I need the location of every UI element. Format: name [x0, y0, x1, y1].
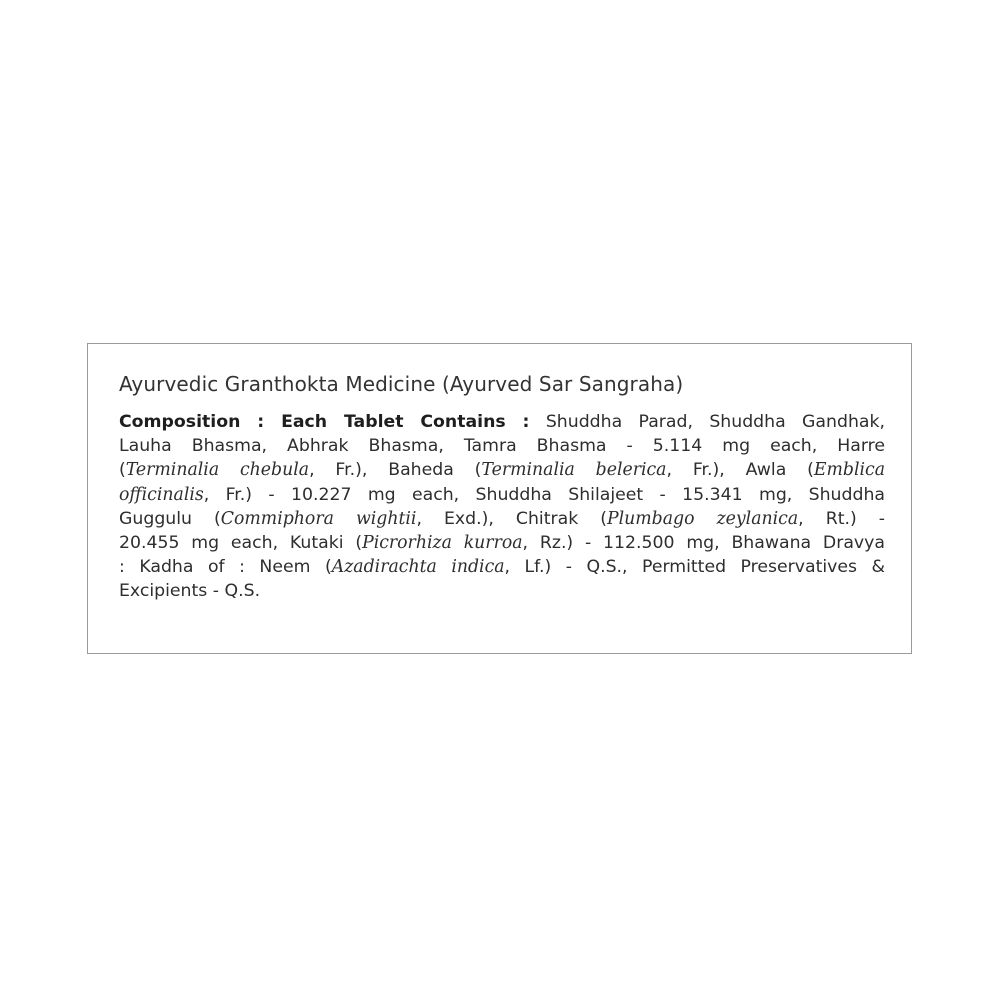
composition-segment: , Rz.) - 112.500 mg, Bhawana Dravya [522, 533, 885, 554]
composition-segment: Lauha Bhasma, Abhrak Bhasma, Tamra Bhasma - 5.114 mg each, Harre [119, 436, 885, 457]
composition-segment: Shuddha Parad, Shuddha Gandhak, [529, 412, 885, 432]
composition-segment: , Fr.) - 10.227 mg each, Shuddha Shilajeet - 15.341 mg, Shuddha [203, 484, 885, 505]
composition-segment: , Exd.), Chitrak ( [416, 508, 608, 529]
composition-title: Composition : Each Tablet Contains : [119, 412, 530, 432]
composition-line [119, 531, 885, 555]
composition-line [119, 507, 885, 531]
composition-segment: : Kadha of : Neem ( [119, 557, 332, 578]
composition-segment: , Lf.) - Q.S., Permitted Preservatives & [504, 557, 885, 578]
composition-line [119, 555, 885, 579]
composition-line [119, 579, 885, 603]
botanical-name: officinalis [119, 484, 204, 505]
composition-segment: 20.455 mg each, Kutaki ( [119, 533, 363, 554]
botanical-name: Plumbago zeylanica [607, 508, 799, 529]
composition-segment: , Fr.), Awla ( [666, 460, 814, 481]
botanical-name: Emblica [813, 460, 886, 481]
botanical-name: Terminalia belerica [481, 460, 667, 481]
composition-segment: , Fr.), Baheda ( [309, 460, 482, 481]
botanical-name: Terminalia chebula [125, 460, 310, 481]
composition-segment: , Rt.) - [798, 508, 886, 529]
composition-segment: ( [119, 460, 126, 481]
product-label-panel [87, 343, 912, 654]
composition-line [119, 483, 885, 507]
botanical-name: Azadirachta indica [331, 557, 505, 578]
label-heading: Ayurvedic Granthokta Medicine (Ayurved Sar Sangraha) [119, 372, 684, 396]
composition-line [119, 410, 885, 434]
composition-text [119, 410, 885, 604]
botanical-name: Picrorhiza kurroa [362, 533, 523, 554]
composition-line [119, 458, 885, 482]
botanical-name: Commiphora wightii [220, 508, 417, 529]
composition-line [119, 434, 885, 458]
composition-segment: Excipients - Q.S. [119, 581, 261, 602]
composition-segment: Guggulu ( [119, 508, 221, 529]
